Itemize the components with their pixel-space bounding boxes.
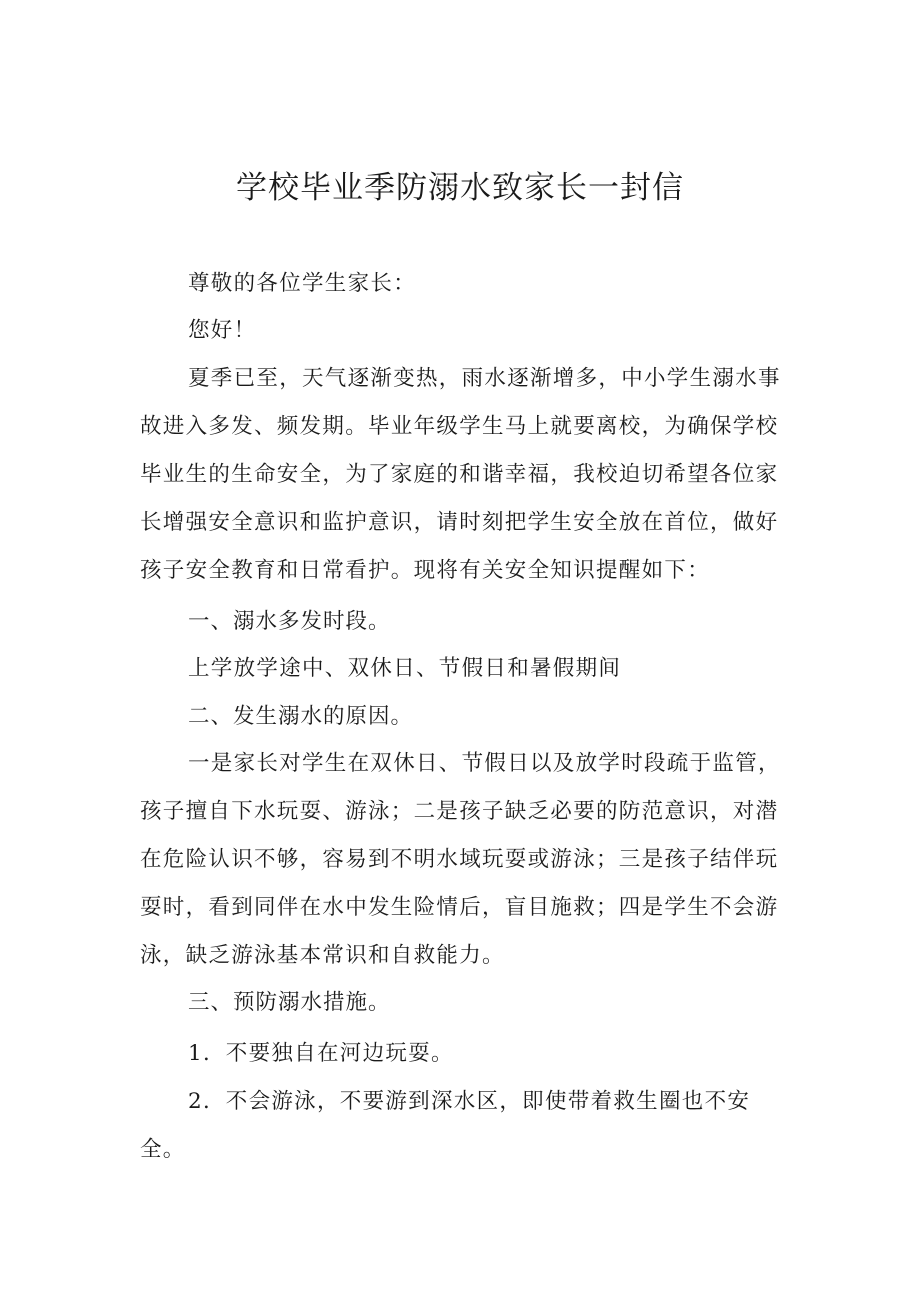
section-content-1: 上学放学途中、双休日、节假日和暑假期间 <box>188 656 622 681</box>
list-item: 2．不会游泳，不要游到深水区，即使带着救生圈也不安全。 <box>140 1089 751 1162</box>
section-content-2: 一是家长对学生在双休日、节假日以及放学时段疏于监管，孩子擅自下水玩耍、游泳；二是孩子缺乏必要的防范意识，对潜在危险认识不够，容易到不明水域玩耍或游泳；三是孩子结伴玩耍时，看到同伴在水中发生险情后，盲目施救；四是学生不会游泳，缺乏游泳基本常识和自救能力。 <box>140 751 781 968</box>
list-item: 1．不要独自在河边玩耍。 <box>188 1041 454 1066</box>
section-heading-2: 二、发生溺水的原因。 <box>188 704 414 729</box>
section-heading-1: 一、溺水多发时段。 <box>188 609 391 634</box>
intro-paragraph: 夏季已至，天气逐渐变热，雨水逐渐增多，中小学生溺水事故进入多发、频发期。毕业年级学生马上就要离校，为确保学校毕业生的生命安全，为了家庭的和谐幸福，我校迫切希望各位家长增强安全意识和监护意识，请时刻把学生安全放在首位，做好孩子安全教育和日常看护。现将有关安全知识提醒如下： <box>140 366 781 583</box>
document-title: 学校毕业季防溺水致家长一封信 <box>236 170 684 206</box>
greeting: 您好！ <box>188 318 257 343</box>
section-heading-3: 三、预防溺水措施。 <box>188 990 391 1015</box>
salutation: 尊敬的各位学生家长： <box>188 271 417 296</box>
